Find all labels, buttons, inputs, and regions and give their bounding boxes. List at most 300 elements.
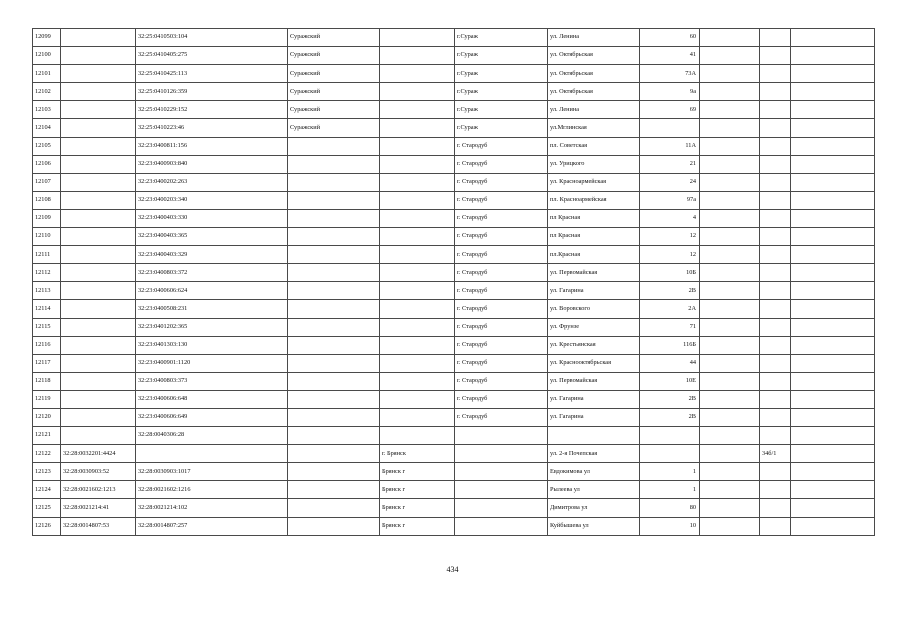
locality-cell: г. Стародуб bbox=[455, 209, 548, 227]
street-cell: ул. Урицкого bbox=[548, 155, 640, 173]
table-row bbox=[33, 264, 875, 282]
locality-cell: г. Стародуб bbox=[455, 408, 548, 426]
row-number-cell: 12105 bbox=[33, 137, 61, 155]
district-cell bbox=[288, 499, 380, 517]
row-number-cell: 12101 bbox=[33, 65, 61, 83]
district-cell bbox=[288, 463, 380, 481]
cadastral-number-cell: 32:25:0410503:104 bbox=[136, 29, 288, 47]
table-row bbox=[33, 173, 875, 191]
city-cell: Брянск г bbox=[380, 481, 455, 499]
locality-cell: г. Стародуб bbox=[455, 318, 548, 336]
registry-table bbox=[32, 28, 875, 536]
cadastral-number-cell: 32:28:0040306:28 bbox=[136, 427, 288, 445]
street-cell: ул. Воровского bbox=[548, 300, 640, 318]
row-number-cell: 12116 bbox=[33, 336, 61, 354]
locality-cell bbox=[455, 463, 548, 481]
extra-cell bbox=[791, 427, 875, 445]
street-cell: Димитрова ул bbox=[548, 499, 640, 517]
locality-cell: г.Сураж bbox=[455, 65, 548, 83]
structure-cell bbox=[760, 173, 791, 191]
district-cell bbox=[288, 427, 380, 445]
row-number-cell: 12126 bbox=[33, 517, 61, 535]
cadastral-number-cell: 32:28:0021214:102 bbox=[136, 499, 288, 517]
building-cell bbox=[700, 29, 760, 47]
city-cell: Брянск г bbox=[380, 499, 455, 517]
building-cell bbox=[700, 191, 760, 209]
cadastral-number-cell: 32:23:0400606:649 bbox=[136, 408, 288, 426]
parcel-number-cell: 32:28:0030903:52 bbox=[61, 463, 136, 481]
cadastral-number-cell: 32:23:0400403:365 bbox=[136, 228, 288, 246]
extra-cell bbox=[791, 318, 875, 336]
building-cell bbox=[700, 499, 760, 517]
row-number-cell: 12121 bbox=[33, 427, 61, 445]
structure-cell bbox=[760, 228, 791, 246]
extra-cell bbox=[791, 173, 875, 191]
row-number-cell: 12109 bbox=[33, 209, 61, 227]
street-cell bbox=[548, 427, 640, 445]
house-number-cell: 73А bbox=[640, 65, 700, 83]
parcel-number-cell bbox=[61, 336, 136, 354]
table-row bbox=[33, 47, 875, 65]
cadastral-number-cell: 32:25:0410405:275 bbox=[136, 47, 288, 65]
table-row bbox=[33, 65, 875, 83]
cadastral-number-cell: 32:28:0021602:1216 bbox=[136, 481, 288, 499]
district-cell bbox=[288, 209, 380, 227]
locality-cell: г.Сураж bbox=[455, 29, 548, 47]
locality-cell: г. Стародуб bbox=[455, 390, 548, 408]
structure-cell bbox=[760, 137, 791, 155]
cadastral-number-cell: 32:28:0030903:1017 bbox=[136, 463, 288, 481]
parcel-number-cell bbox=[61, 29, 136, 47]
street-cell: пл.Красная bbox=[548, 246, 640, 264]
street-cell: ул. Гагарина bbox=[548, 390, 640, 408]
row-number-cell: 12110 bbox=[33, 228, 61, 246]
building-cell bbox=[700, 390, 760, 408]
street-cell: пл. Советская bbox=[548, 137, 640, 155]
city-cell bbox=[380, 228, 455, 246]
house-number-cell: 10Б bbox=[640, 264, 700, 282]
extra-cell bbox=[791, 354, 875, 372]
parcel-number-cell bbox=[61, 119, 136, 137]
extra-cell bbox=[791, 119, 875, 137]
structure-cell bbox=[760, 246, 791, 264]
extra-cell bbox=[791, 101, 875, 119]
row-number-cell: 12119 bbox=[33, 390, 61, 408]
locality-cell bbox=[455, 481, 548, 499]
locality-cell: г. Стародуб bbox=[455, 372, 548, 390]
parcel-number-cell: 32:28:0014807:53 bbox=[61, 517, 136, 535]
city-cell bbox=[380, 173, 455, 191]
cadastral-number-cell: 32:23:0400203:340 bbox=[136, 191, 288, 209]
district-cell: Суражский bbox=[288, 47, 380, 65]
extra-cell bbox=[791, 445, 875, 463]
extra-cell bbox=[791, 137, 875, 155]
table-row bbox=[33, 155, 875, 173]
district-cell bbox=[288, 445, 380, 463]
parcel-number-cell bbox=[61, 264, 136, 282]
cadastral-number-cell: 32:23:0400508:231 bbox=[136, 300, 288, 318]
house-number-cell: 2В bbox=[640, 282, 700, 300]
locality-cell: г. Стародуб bbox=[455, 264, 548, 282]
parcel-number-cell bbox=[61, 209, 136, 227]
structure-cell bbox=[760, 119, 791, 137]
extra-cell bbox=[791, 47, 875, 65]
street-cell: ул. Фрунзе bbox=[548, 318, 640, 336]
extra-cell bbox=[791, 191, 875, 209]
cadastral-number-cell: 32:23:0401202:365 bbox=[136, 318, 288, 336]
parcel-number-cell bbox=[61, 191, 136, 209]
extra-cell bbox=[791, 336, 875, 354]
street-cell: ул. Гагарина bbox=[548, 282, 640, 300]
parcel-number-cell bbox=[61, 372, 136, 390]
city-cell bbox=[380, 119, 455, 137]
locality-cell: г. Стародуб bbox=[455, 354, 548, 372]
structure-cell bbox=[760, 336, 791, 354]
locality-cell bbox=[455, 445, 548, 463]
extra-cell bbox=[791, 481, 875, 499]
page-number: 434 bbox=[446, 565, 459, 574]
row-number-cell: 12104 bbox=[33, 119, 61, 137]
building-cell bbox=[700, 65, 760, 83]
structure-cell bbox=[760, 499, 791, 517]
street-cell: ул. Октябрьская bbox=[548, 83, 640, 101]
district-cell bbox=[288, 318, 380, 336]
table-row bbox=[33, 119, 875, 137]
table-row bbox=[33, 408, 875, 426]
structure-cell bbox=[760, 427, 791, 445]
building-cell bbox=[700, 517, 760, 535]
parcel-number-cell bbox=[61, 427, 136, 445]
city-cell: Брянск г bbox=[380, 463, 455, 481]
parcel-number-cell bbox=[61, 390, 136, 408]
cadastral-number-cell: 32:23:0400403:330 bbox=[136, 209, 288, 227]
structure-cell bbox=[760, 264, 791, 282]
building-cell bbox=[700, 137, 760, 155]
table-row bbox=[33, 463, 875, 481]
city-cell bbox=[380, 282, 455, 300]
building-cell bbox=[700, 427, 760, 445]
street-cell: ул. Октябрьская bbox=[548, 65, 640, 83]
parcel-number-cell bbox=[61, 173, 136, 191]
building-cell bbox=[700, 209, 760, 227]
building-cell bbox=[700, 372, 760, 390]
house-number-cell: 10 bbox=[640, 517, 700, 535]
house-number-cell: 2В bbox=[640, 408, 700, 426]
street-cell: ул. Ленина bbox=[548, 101, 640, 119]
street-cell: ул. Красноoктябрьская bbox=[548, 354, 640, 372]
row-number-cell: 12114 bbox=[33, 300, 61, 318]
row-number-cell: 12115 bbox=[33, 318, 61, 336]
parcel-number-cell: 32:28:0021602:1213 bbox=[61, 481, 136, 499]
extra-cell bbox=[791, 228, 875, 246]
extra-cell bbox=[791, 209, 875, 227]
city-cell: Брянск г bbox=[380, 517, 455, 535]
locality-cell: г. Стародуб bbox=[455, 191, 548, 209]
building-cell bbox=[700, 173, 760, 191]
parcel-number-cell bbox=[61, 318, 136, 336]
row-number-cell: 12124 bbox=[33, 481, 61, 499]
street-cell: Рылеева ул bbox=[548, 481, 640, 499]
table-row bbox=[33, 517, 875, 535]
district-cell bbox=[288, 300, 380, 318]
structure-cell bbox=[760, 354, 791, 372]
cadastral-number-cell: 32:25:0410229:152 bbox=[136, 101, 288, 119]
parcel-number-cell: 32:28:0021214:41 bbox=[61, 499, 136, 517]
city-cell bbox=[380, 336, 455, 354]
building-cell bbox=[700, 463, 760, 481]
building-cell bbox=[700, 318, 760, 336]
extra-cell bbox=[791, 390, 875, 408]
street-cell: ул. 2-я Почепская bbox=[548, 445, 640, 463]
row-number-cell: 12123 bbox=[33, 463, 61, 481]
district-cell bbox=[288, 336, 380, 354]
parcel-number-cell bbox=[61, 282, 136, 300]
street-cell: пл. Красноармейская bbox=[548, 191, 640, 209]
house-number-cell bbox=[640, 119, 700, 137]
house-number-cell: 97а bbox=[640, 191, 700, 209]
structure-cell bbox=[760, 29, 791, 47]
building-cell bbox=[700, 246, 760, 264]
city-cell bbox=[380, 372, 455, 390]
street-cell: ул. Октябрьская bbox=[548, 47, 640, 65]
district-cell bbox=[288, 155, 380, 173]
extra-cell bbox=[791, 463, 875, 481]
parcel-number-cell bbox=[61, 155, 136, 173]
cadastral-number-cell: 32:23:0400606:624 bbox=[136, 282, 288, 300]
city-cell bbox=[380, 354, 455, 372]
building-cell bbox=[700, 47, 760, 65]
house-number-cell: 2В bbox=[640, 390, 700, 408]
table-row bbox=[33, 481, 875, 499]
parcel-number-cell bbox=[61, 137, 136, 155]
table-row bbox=[33, 390, 875, 408]
structure-cell bbox=[760, 101, 791, 119]
table-row bbox=[33, 336, 875, 354]
extra-cell bbox=[791, 83, 875, 101]
house-number-cell: 9а bbox=[640, 83, 700, 101]
building-cell bbox=[700, 228, 760, 246]
structure-cell bbox=[760, 282, 791, 300]
extra-cell bbox=[791, 282, 875, 300]
parcel-number-cell: 32:28:0032201:4424 bbox=[61, 445, 136, 463]
district-cell bbox=[288, 408, 380, 426]
parcel-number-cell bbox=[61, 354, 136, 372]
parcel-number-cell bbox=[61, 246, 136, 264]
extra-cell bbox=[791, 29, 875, 47]
locality-cell: г. Стародуб bbox=[455, 228, 548, 246]
locality-cell: г. Стародуб bbox=[455, 336, 548, 354]
table-row bbox=[33, 318, 875, 336]
district-cell: Суражский bbox=[288, 101, 380, 119]
structure-cell bbox=[760, 209, 791, 227]
district-cell: Суражский bbox=[288, 83, 380, 101]
table-row bbox=[33, 83, 875, 101]
house-number-cell: 1 bbox=[640, 463, 700, 481]
building-cell bbox=[700, 282, 760, 300]
district-cell: Суражский bbox=[288, 65, 380, 83]
extra-cell bbox=[791, 372, 875, 390]
locality-cell: г.Сураж bbox=[455, 119, 548, 137]
house-number-cell: 44 bbox=[640, 354, 700, 372]
extra-cell bbox=[791, 246, 875, 264]
table-row bbox=[33, 282, 875, 300]
building-cell bbox=[700, 83, 760, 101]
row-number-cell: 12102 bbox=[33, 83, 61, 101]
table-row bbox=[33, 445, 875, 463]
locality-cell: г. Стародуб bbox=[455, 155, 548, 173]
cadastral-number-cell: 32:25:0410126:359 bbox=[136, 83, 288, 101]
building-cell bbox=[700, 155, 760, 173]
district-cell: Суражский bbox=[288, 119, 380, 137]
extra-cell bbox=[791, 65, 875, 83]
row-number-cell: 12106 bbox=[33, 155, 61, 173]
row-number-cell: 12120 bbox=[33, 408, 61, 426]
house-number-cell: 12 bbox=[640, 228, 700, 246]
district-cell bbox=[288, 191, 380, 209]
structure-cell bbox=[760, 463, 791, 481]
district-cell bbox=[288, 354, 380, 372]
street-cell: пл Красная bbox=[548, 228, 640, 246]
extra-cell bbox=[791, 155, 875, 173]
row-number-cell: 12107 bbox=[33, 173, 61, 191]
locality-cell: г.Сураж bbox=[455, 101, 548, 119]
row-number-cell: 12125 bbox=[33, 499, 61, 517]
table-row bbox=[33, 300, 875, 318]
structure-cell bbox=[760, 318, 791, 336]
street-cell: ул. Гагарина bbox=[548, 408, 640, 426]
parcel-number-cell bbox=[61, 47, 136, 65]
city-cell: г. Брянск bbox=[380, 445, 455, 463]
district-cell: Суражский bbox=[288, 29, 380, 47]
building-cell bbox=[700, 101, 760, 119]
row-number-cell: 12112 bbox=[33, 264, 61, 282]
street-cell: Евдокимова ул bbox=[548, 463, 640, 481]
building-cell bbox=[700, 300, 760, 318]
cadastral-number-cell: 32:25:0410425:113 bbox=[136, 65, 288, 83]
city-cell bbox=[380, 318, 455, 336]
structure-cell bbox=[760, 47, 791, 65]
city-cell bbox=[380, 137, 455, 155]
table-row bbox=[33, 354, 875, 372]
street-cell: ул.Мглинская bbox=[548, 119, 640, 137]
structure-cell bbox=[760, 191, 791, 209]
table-row bbox=[33, 209, 875, 227]
house-number-cell: 4 bbox=[640, 209, 700, 227]
cadastral-number-cell: 32:23:0400811:156 bbox=[136, 137, 288, 155]
district-cell bbox=[288, 264, 380, 282]
district-cell bbox=[288, 372, 380, 390]
house-number-cell: 2А bbox=[640, 300, 700, 318]
city-cell bbox=[380, 65, 455, 83]
structure-cell bbox=[760, 517, 791, 535]
city-cell bbox=[380, 29, 455, 47]
cadastral-number-cell: 32:23:0400202:263 bbox=[136, 173, 288, 191]
house-number-cell: 1 bbox=[640, 481, 700, 499]
city-cell bbox=[380, 83, 455, 101]
parcel-number-cell bbox=[61, 83, 136, 101]
district-cell bbox=[288, 246, 380, 264]
structure-cell bbox=[760, 481, 791, 499]
locality-cell: г.Сураж bbox=[455, 47, 548, 65]
row-number-cell: 12099 bbox=[33, 29, 61, 47]
row-number-cell: 12111 bbox=[33, 246, 61, 264]
row-number-cell: 12118 bbox=[33, 372, 61, 390]
cadastral-number-cell: 32:23:0400901:1120 bbox=[136, 354, 288, 372]
cadastral-number-cell: 32:23:0400803:372 bbox=[136, 264, 288, 282]
city-cell bbox=[380, 155, 455, 173]
house-number-cell: 69 bbox=[640, 101, 700, 119]
locality-cell: г. Стародуб bbox=[455, 300, 548, 318]
city-cell bbox=[380, 300, 455, 318]
table-row bbox=[33, 137, 875, 155]
table-body bbox=[33, 29, 875, 536]
structure-cell bbox=[760, 390, 791, 408]
locality-cell: г.Сураж bbox=[455, 83, 548, 101]
locality-cell: г. Стародуб bbox=[455, 282, 548, 300]
extra-cell bbox=[791, 300, 875, 318]
district-cell bbox=[288, 481, 380, 499]
parcel-number-cell bbox=[61, 300, 136, 318]
city-cell bbox=[380, 191, 455, 209]
city-cell bbox=[380, 427, 455, 445]
building-cell bbox=[700, 408, 760, 426]
cadastral-number-cell: 32:23:0400803:373 bbox=[136, 372, 288, 390]
cadastral-number-cell: 32:23:0400403:329 bbox=[136, 246, 288, 264]
city-cell bbox=[380, 101, 455, 119]
cadastral-number-cell: 32:23:0400903:840 bbox=[136, 155, 288, 173]
district-cell bbox=[288, 137, 380, 155]
parcel-number-cell bbox=[61, 101, 136, 119]
cadastral-number-cell: 32:28:0014807:257 bbox=[136, 517, 288, 535]
table-row bbox=[33, 427, 875, 445]
district-cell bbox=[288, 517, 380, 535]
building-cell bbox=[700, 445, 760, 463]
locality-cell: г. Стародуб bbox=[455, 173, 548, 191]
locality-cell: г. Стародуб bbox=[455, 246, 548, 264]
house-number-cell: 21 bbox=[640, 155, 700, 173]
district-cell bbox=[288, 390, 380, 408]
house-number-cell: 41 bbox=[640, 47, 700, 65]
city-cell bbox=[380, 47, 455, 65]
street-cell: ул. Первомайская bbox=[548, 372, 640, 390]
cadastral-number-cell: 32:23:0400606:648 bbox=[136, 390, 288, 408]
parcel-number-cell bbox=[61, 228, 136, 246]
locality-cell: г. Стародуб bbox=[455, 137, 548, 155]
structure-cell bbox=[760, 300, 791, 318]
building-cell bbox=[700, 481, 760, 499]
house-number-cell: 71 bbox=[640, 318, 700, 336]
house-number-cell: 80 bbox=[640, 499, 700, 517]
street-cell: пл Красная bbox=[548, 209, 640, 227]
table-row bbox=[33, 191, 875, 209]
extra-cell bbox=[791, 264, 875, 282]
district-cell bbox=[288, 228, 380, 246]
structure-cell bbox=[760, 65, 791, 83]
district-cell bbox=[288, 282, 380, 300]
extra-cell bbox=[791, 408, 875, 426]
street-cell: ул. Крестьянская bbox=[548, 336, 640, 354]
district-cell bbox=[288, 173, 380, 191]
building-cell bbox=[700, 119, 760, 137]
extra-cell bbox=[791, 499, 875, 517]
table-row bbox=[33, 499, 875, 517]
building-cell bbox=[700, 264, 760, 282]
cadastral-number-cell: 32:25:0410223:46 bbox=[136, 119, 288, 137]
street-cell: Куйбышева ул bbox=[548, 517, 640, 535]
table-row bbox=[33, 228, 875, 246]
house-number-cell: 11А bbox=[640, 137, 700, 155]
locality-cell bbox=[455, 427, 548, 445]
